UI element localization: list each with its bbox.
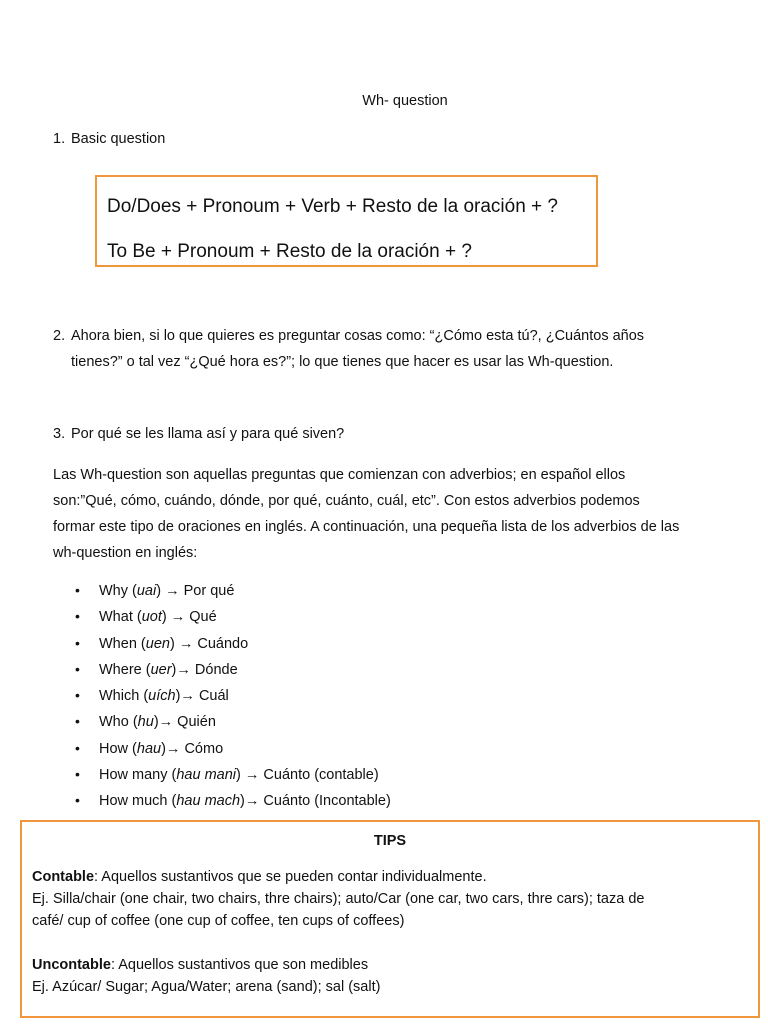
list-item-which: • Which (uích)→ Cuál xyxy=(75,683,391,709)
section-1-text: Basic question xyxy=(71,131,166,147)
section-3-number: 3. xyxy=(53,426,66,442)
pronunciation: uích xyxy=(148,688,176,705)
contable-label: Contable xyxy=(32,869,95,885)
formula-box xyxy=(95,175,598,267)
section-1-number: 1. xyxy=(53,131,66,147)
uncontable-definition: Uncontable: Aquellos sustantivos que son medibles xyxy=(32,957,369,973)
arrow-icon: → xyxy=(165,740,181,757)
pronunciation: hau mach xyxy=(176,793,241,810)
section-2 xyxy=(53,323,753,375)
arrow-icon: → xyxy=(178,635,194,652)
bullet-icon: • xyxy=(75,739,80,756)
pronunciation: uot xyxy=(141,609,162,626)
formula-do-does: Do/Does + Pronoum + Verb + Resto de la oración + ? xyxy=(107,196,558,217)
arrow-icon: → xyxy=(158,714,174,731)
list-item-how-many: • How many (hau mani) → Cuánto (contable) xyxy=(75,762,391,788)
paragraph-line-3: formar este tipo de oraciones en inglés. A continuación, una pequeña lista de los adverbios de las xyxy=(53,519,680,535)
intro-paragraph xyxy=(53,462,758,566)
arrow-icon: → xyxy=(170,609,186,626)
list-item-who: • Who (hu)→ Quién xyxy=(75,709,391,735)
section-3-heading xyxy=(53,426,344,442)
tips-box xyxy=(20,820,760,1018)
bullet-icon: • xyxy=(75,792,80,809)
pronunciation: uai xyxy=(136,583,157,599)
uncontable-example: Ej. Azúcar/ Sugar; Agua/Water; arena (sand); sal (salt) xyxy=(32,979,381,995)
bullet-icon: • xyxy=(75,660,80,677)
pronunciation: uer xyxy=(150,661,172,678)
contable-definition: Contable: Aquellos sustantivos que se pueden contar individualmente. xyxy=(32,869,487,885)
translation: Cuándo xyxy=(193,635,249,652)
pronunciation: hau mani xyxy=(176,767,237,784)
uncontable-label: Uncontable xyxy=(32,957,111,973)
translation: Qué xyxy=(185,609,217,626)
section-2-line-1: Ahora bien, si lo que quieres es preguntar cosas como: “¿Cómo esta tú?, ¿Cuántos años xyxy=(71,328,645,344)
arrow-icon: → xyxy=(176,661,191,678)
page-title: Wh- question xyxy=(362,93,448,109)
wh-word-list xyxy=(75,578,391,815)
arrow-icon: → xyxy=(244,767,260,784)
paragraph-line-1: Las Wh-question son aquellas preguntas que comienzan con adverbios; en español ellos xyxy=(53,467,626,483)
bullet-icon: • xyxy=(75,766,80,783)
list-item-when: • When (uen) → Cuándo xyxy=(75,631,391,657)
translation: Por qué xyxy=(179,583,235,599)
arrow-icon: → xyxy=(244,793,260,810)
pronunciation: hau xyxy=(136,740,162,757)
pronunciation: uen xyxy=(145,635,170,652)
paragraph-line-4: wh-question en inglés: xyxy=(53,545,198,561)
list-item-what: • What (uot) → Qué xyxy=(75,604,391,630)
section-1-heading xyxy=(53,131,165,147)
bullet-icon: • xyxy=(75,582,80,598)
translation: Dónde xyxy=(190,661,238,678)
bullet-icon: • xyxy=(75,713,80,730)
list-item-why: • Why (uai) → Por qué xyxy=(75,578,391,604)
list-item-where: • Where (uer)→ Dónde xyxy=(75,657,391,683)
contable-example-line-2: café/ cup of coffee (one cup of coffee, ten cups of coffees) xyxy=(32,913,405,929)
pronunciation: hu xyxy=(137,714,154,731)
translation: Cuánto (contable) xyxy=(259,767,379,784)
translation: Quién xyxy=(173,714,216,731)
paragraph-line-2: son:”Qué, cómo, cuándo, dónde, por qué, cuánto, cuál, etc”. Con estos adverbios podemos xyxy=(53,493,640,509)
formula-to-be: To Be + Pronoum + Resto de la oración + ? xyxy=(107,241,472,262)
contable-example-line-1: Ej. Silla/chair (one chair, two chairs, thre chairs); auto/Car (one car, two cars, thre cars); taza de xyxy=(32,891,645,907)
arrow-icon: → xyxy=(165,583,180,599)
bullet-icon: • xyxy=(75,687,80,704)
list-item-how: • How (hau)→ Cómo xyxy=(75,736,391,762)
section-3-text: Por qué se les llama así y para qué siven? xyxy=(71,426,345,442)
section-2-number: 2. xyxy=(53,328,66,344)
translation: Cuánto (Incontable) xyxy=(259,793,391,810)
translation: Cuál xyxy=(194,688,229,705)
section-2-line-2: tienes?” o tal vez “¿Qué hora es?”; lo que tienes que hacer es usar las Wh-question. xyxy=(71,354,614,370)
bullet-icon: • xyxy=(75,608,80,625)
arrow-icon: → xyxy=(180,688,195,705)
bullet-icon: • xyxy=(75,634,80,651)
list-item-how-much: • How much (hau mach)→ Cuánto (Incontable) xyxy=(75,788,391,814)
tips-title: TIPS xyxy=(373,833,407,849)
translation: Cómo xyxy=(180,740,224,757)
